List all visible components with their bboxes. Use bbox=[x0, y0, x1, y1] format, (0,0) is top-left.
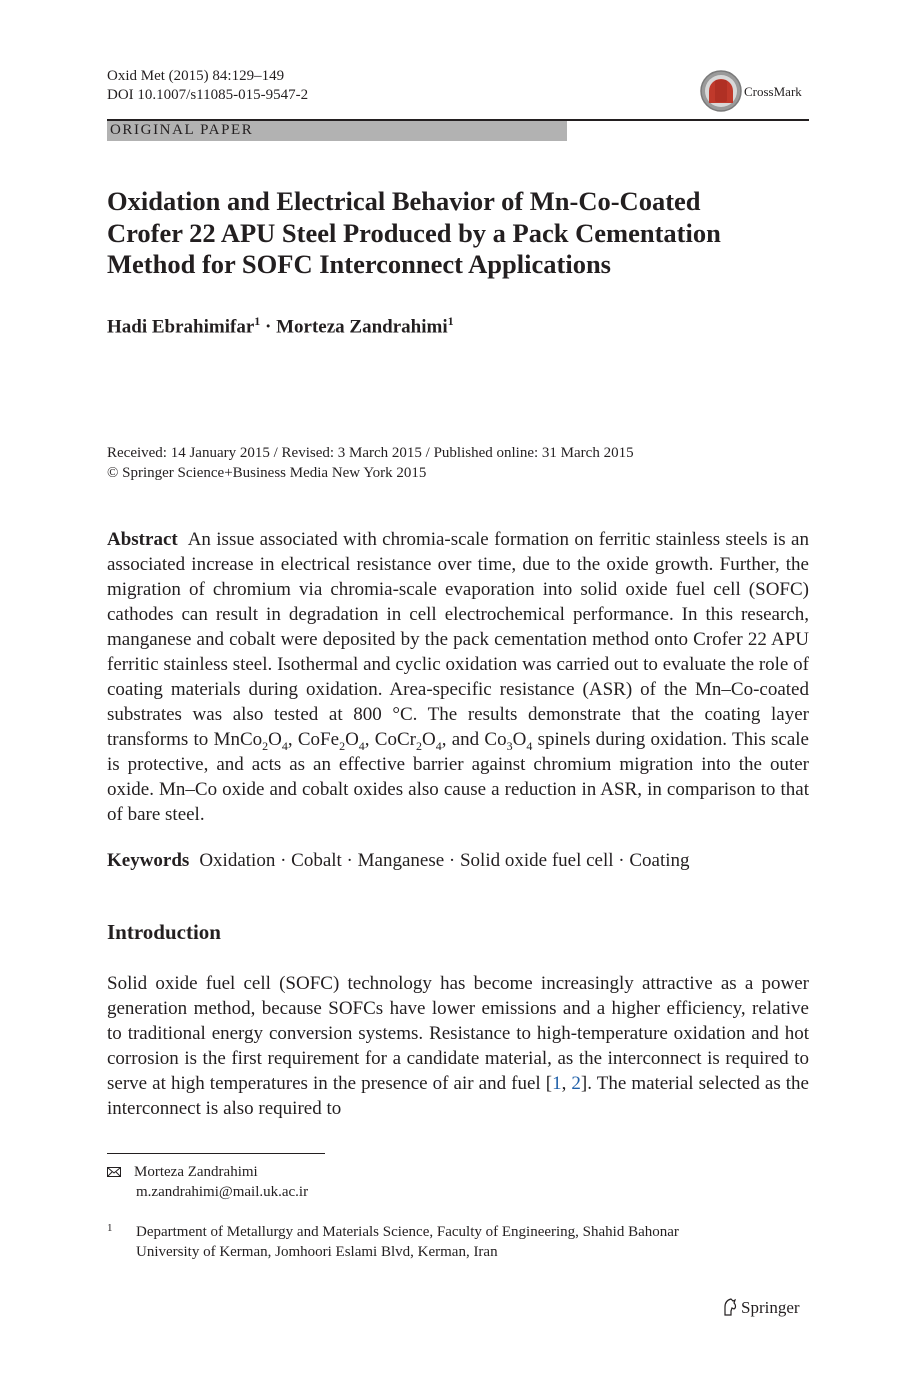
keywords bbox=[107, 850, 690, 872]
article-type-bar bbox=[107, 121, 567, 141]
subscript: 4 bbox=[281, 738, 288, 753]
introduction-text bbox=[107, 971, 809, 1121]
corresponding-email[interactable]: m.zandrahimi@mail.uk.ac.ir bbox=[136, 1184, 309, 1200]
reference-link-2[interactable]: 2 bbox=[571, 1073, 581, 1094]
keywords-text: Oxidation · Cobalt · Manganese · Solid oxide fuel cell · Coating bbox=[199, 850, 690, 871]
footnote-rule bbox=[107, 1153, 325, 1154]
abstract-text-2: spinels during oxidation. This scale is protective, and acts as an effective barrier against chromium migration into the outer oxide. Mn–Co oxide and cobalt oxides also cause a reduction in ASR, in comparison to that of bare steel. bbox=[107, 729, 809, 825]
abstract-text-1: An issue associated with chromia-scale formation on ferritic stainless steels is an associated increase in electrical resistance over time, due to the oxide growth. Further, the migration of chromium via chromia-scale evaporation into solid oxide fuel cell (SOFC) cathodes can result in degradation in cell electrochemical performance. In this research, manganese and cobalt were deposited by the pack cementation method onto Crofer 22 APU ferritic stainless steel. Isothermal and cyclic oxidation was carried out to evaluate the role of coating materials during oxidation. Area-specific resistance (ASR) of the Mn–Co-coated substrates was also tested at 800 °C. The results demonstrate that the coating layer transforms to MnCo bbox=[107, 529, 809, 750]
author-1-affiliation: 1 bbox=[254, 314, 261, 328]
crossmark-label: CrossMark bbox=[744, 84, 802, 99]
intro-text-2: ]. The material selected as the interconnect is also required to bbox=[107, 1073, 809, 1119]
author-separator: · bbox=[260, 316, 277, 338]
section-heading-introduction: Introduction bbox=[107, 920, 221, 944]
abstract bbox=[107, 527, 809, 827]
author-2-affiliation: 1 bbox=[447, 314, 454, 328]
subscript: 3 bbox=[506, 738, 513, 753]
crossmark-badge[interactable] bbox=[700, 70, 810, 114]
affiliation bbox=[107, 1222, 809, 1262]
corresponding-name: Morteza Zandrahimi bbox=[134, 1164, 258, 1180]
subscript: 2 bbox=[262, 738, 269, 753]
subscript: 4 bbox=[435, 738, 442, 753]
publisher-logo bbox=[722, 1298, 800, 1318]
springer-horse-icon bbox=[722, 1298, 738, 1316]
publication-dates bbox=[107, 444, 634, 483]
dates-line: Received: 14 January 2015 / Revised: 3 March 2015 / Published online: 31 March 2015 bbox=[107, 445, 634, 461]
crossmark-icon bbox=[700, 70, 742, 112]
formula-part: , CoFe bbox=[287, 729, 340, 750]
formula-part: O bbox=[268, 729, 282, 750]
keywords-label: Keywords bbox=[107, 850, 190, 871]
subscript: 2 bbox=[339, 738, 346, 753]
subscript: 4 bbox=[526, 738, 533, 753]
title-line-3: Method for SOFC Interconnect Applications bbox=[107, 249, 611, 279]
title-line-2: Crofer 22 APU Steel Produced by a Pack Cementation bbox=[107, 217, 721, 248]
publisher-name: Springer bbox=[741, 1298, 800, 1317]
copyright-line: © Springer Science+Business Media New York 2015 bbox=[107, 464, 427, 481]
intro-text-1: Solid oxide fuel cell (SOFC) technology has become increasingly attractive as a power generation method, because SOFCs have lower emissions and a higher efficiency, relative to traditional energy conversion systems. Resistance to high-temperature oxidation and hot corrosion is the first requirement for a candidate material, as the interconnect is required to serve at high temperatures in the presence of air and fuel [ bbox=[107, 973, 809, 1094]
citation-line: Oxid Met (2015) 84:129–149 bbox=[107, 68, 285, 84]
paper-title bbox=[107, 186, 807, 281]
corresponding-author bbox=[107, 1162, 308, 1202]
ref-separator: , bbox=[561, 1073, 572, 1094]
affiliation-line-1: Department of Metallurgy and Materials Science, Faculty of Engineering, Shahid Bahonar bbox=[136, 1224, 679, 1240]
formula-part: O bbox=[421, 729, 436, 750]
journal-citation bbox=[107, 67, 308, 105]
reference-link-1[interactable]: 1 bbox=[552, 1073, 562, 1094]
affiliation-number: 1 bbox=[107, 1222, 113, 1234]
author-1[interactable]: Hadi Ebrahimifar bbox=[107, 316, 255, 338]
formula-part: O bbox=[345, 729, 359, 750]
envelope-icon bbox=[107, 1167, 121, 1177]
affiliation-line-2: University of Kerman, Jomhoori Eslami Blvd, Kerman, Iran bbox=[136, 1244, 498, 1260]
subscript: 4 bbox=[358, 738, 365, 753]
formula-part: O bbox=[512, 729, 527, 750]
subscript: 2 bbox=[415, 738, 422, 753]
formula-part: , and Co bbox=[441, 729, 507, 750]
doi-line[interactable]: DOI 10.1007/s11085-015-9547-2 bbox=[107, 87, 309, 103]
abstract-label: Abstract bbox=[107, 529, 178, 550]
article-type: ORIGINAL PAPER bbox=[110, 122, 254, 138]
author-2[interactable]: Morteza Zandrahimi bbox=[276, 316, 448, 338]
formula-part: , CoCr bbox=[364, 729, 416, 750]
title-line-1: Oxidation and Electrical Behavior of Mn-Co-Coated bbox=[107, 186, 701, 216]
author-list bbox=[107, 314, 454, 338]
